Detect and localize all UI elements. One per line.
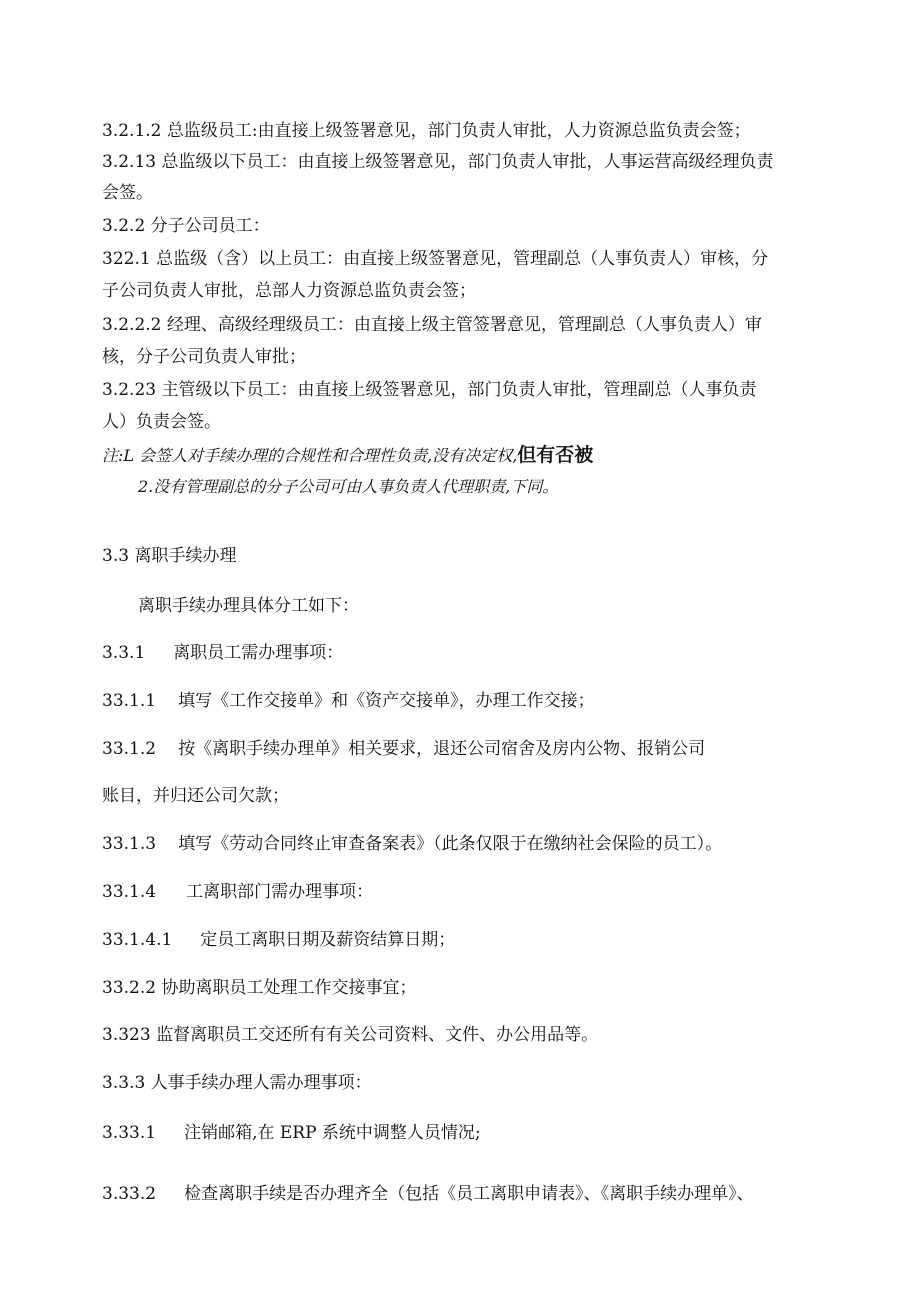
paragraph-line: 核，分子公司负责人审批； xyxy=(102,347,306,367)
item-text: 按《离职手续办理单》相关要求，退还公司宿舍及房内公物、报销公司 xyxy=(178,739,706,759)
list-item xyxy=(102,976,416,1000)
list-item xyxy=(102,928,455,952)
paragraph-line: 子公司负责人审批，总部人力资源总监负责会签； xyxy=(102,281,476,301)
note-line-1 xyxy=(102,443,593,468)
item-text: 定员工离职日期及薪资结算日期； xyxy=(200,930,456,950)
list-item xyxy=(102,641,343,665)
paragraph-line: 会签。 xyxy=(102,183,153,203)
item-text: 离职员工需办理事项： xyxy=(173,643,344,663)
note-text: 注:L 会签人对手续办理的合规性和合理性负责,没有决定权, xyxy=(102,446,518,465)
paragraph-line: 人）负责会签。 xyxy=(102,412,221,432)
item-text: 工离职部门需办理事项： xyxy=(186,882,374,902)
paragraph-line: 3.2.2.2 经理、高级经理级员工：由直接上级主管签署意见，管理副总（人事负责人）审 xyxy=(102,315,762,335)
item-text: 注销邮箱,在 ERP 系统中调整人员情况; xyxy=(184,1123,481,1143)
item-text: 填写《工作交接单》和《资产交接单》，办理工作交接； xyxy=(178,691,595,711)
list-item xyxy=(102,689,595,713)
list-item xyxy=(102,1071,372,1095)
list-item xyxy=(102,1182,754,1206)
item-number: 33.1.3 xyxy=(102,834,157,854)
paragraph-line: 3.2.13 总监级以下员工：由直接上级签署意见，部门负责人审批，人事运营高级经理负责 xyxy=(102,152,774,172)
list-item xyxy=(102,737,705,761)
list-item xyxy=(102,832,722,856)
note-line-2: 2.没有管理副总的分子公司可由人事负责人代理职责,下同。 xyxy=(138,477,559,496)
paragraph-line: 322.1 总监级（含）以上员工：由直接上级签署意见，管理副总（人事负责人）审核，分 xyxy=(102,249,769,269)
list-item xyxy=(102,784,289,808)
item-text: 检查离职手续是否办理齐全（包括《员工离职申请表》、《离职手续办理单》、 xyxy=(184,1184,754,1204)
item-number: 33.1.2 xyxy=(102,739,157,759)
section-title: 3.3 离职手续办理 xyxy=(102,546,237,566)
item-number: 3.33.2 xyxy=(102,1184,157,1204)
item-text: 填写《劳动合同终止审查备案表》（此条仅限于在缴纳社会保险的员工）。 xyxy=(178,834,723,854)
note-emphasis: 但有否被 xyxy=(517,444,594,466)
item-text: 3.3.3 人事手续办理人需办理事项： xyxy=(102,1073,372,1093)
paragraph-line: 3.2.1.2 总监级员工:由直接上级签署意见，部门负责人审批，人力资源总监负责会签； xyxy=(102,121,751,141)
list-item xyxy=(102,1121,481,1145)
paragraph-line: 3.2.23 主管级以下员工：由直接上级签署意见，部门负责人审批，管理副总（人事负责 xyxy=(102,380,757,400)
section-intro: 离职手续办理具体分工如下： xyxy=(138,596,359,616)
item-text: 3.323 监督离职员工交还所有有关公司资料、文件、办公用品等。 xyxy=(102,1025,599,1045)
item-text: 33.2.2 协助离职员工处理工作交接事宜； xyxy=(102,978,417,998)
item-number: 3.33.1 xyxy=(102,1123,157,1143)
paragraph-line: 3.2.2 分子公司员工： xyxy=(102,216,270,236)
item-number: 33.1.1 xyxy=(102,691,157,711)
item-number: 3.3.1 xyxy=(102,643,146,663)
item-number: 33.1.4.1 xyxy=(102,930,173,950)
list-item xyxy=(102,1023,598,1047)
list-item xyxy=(102,880,373,904)
item-number: 33.1.4 xyxy=(102,882,157,902)
item-text: 账目，并归还公司欠款； xyxy=(102,786,289,806)
